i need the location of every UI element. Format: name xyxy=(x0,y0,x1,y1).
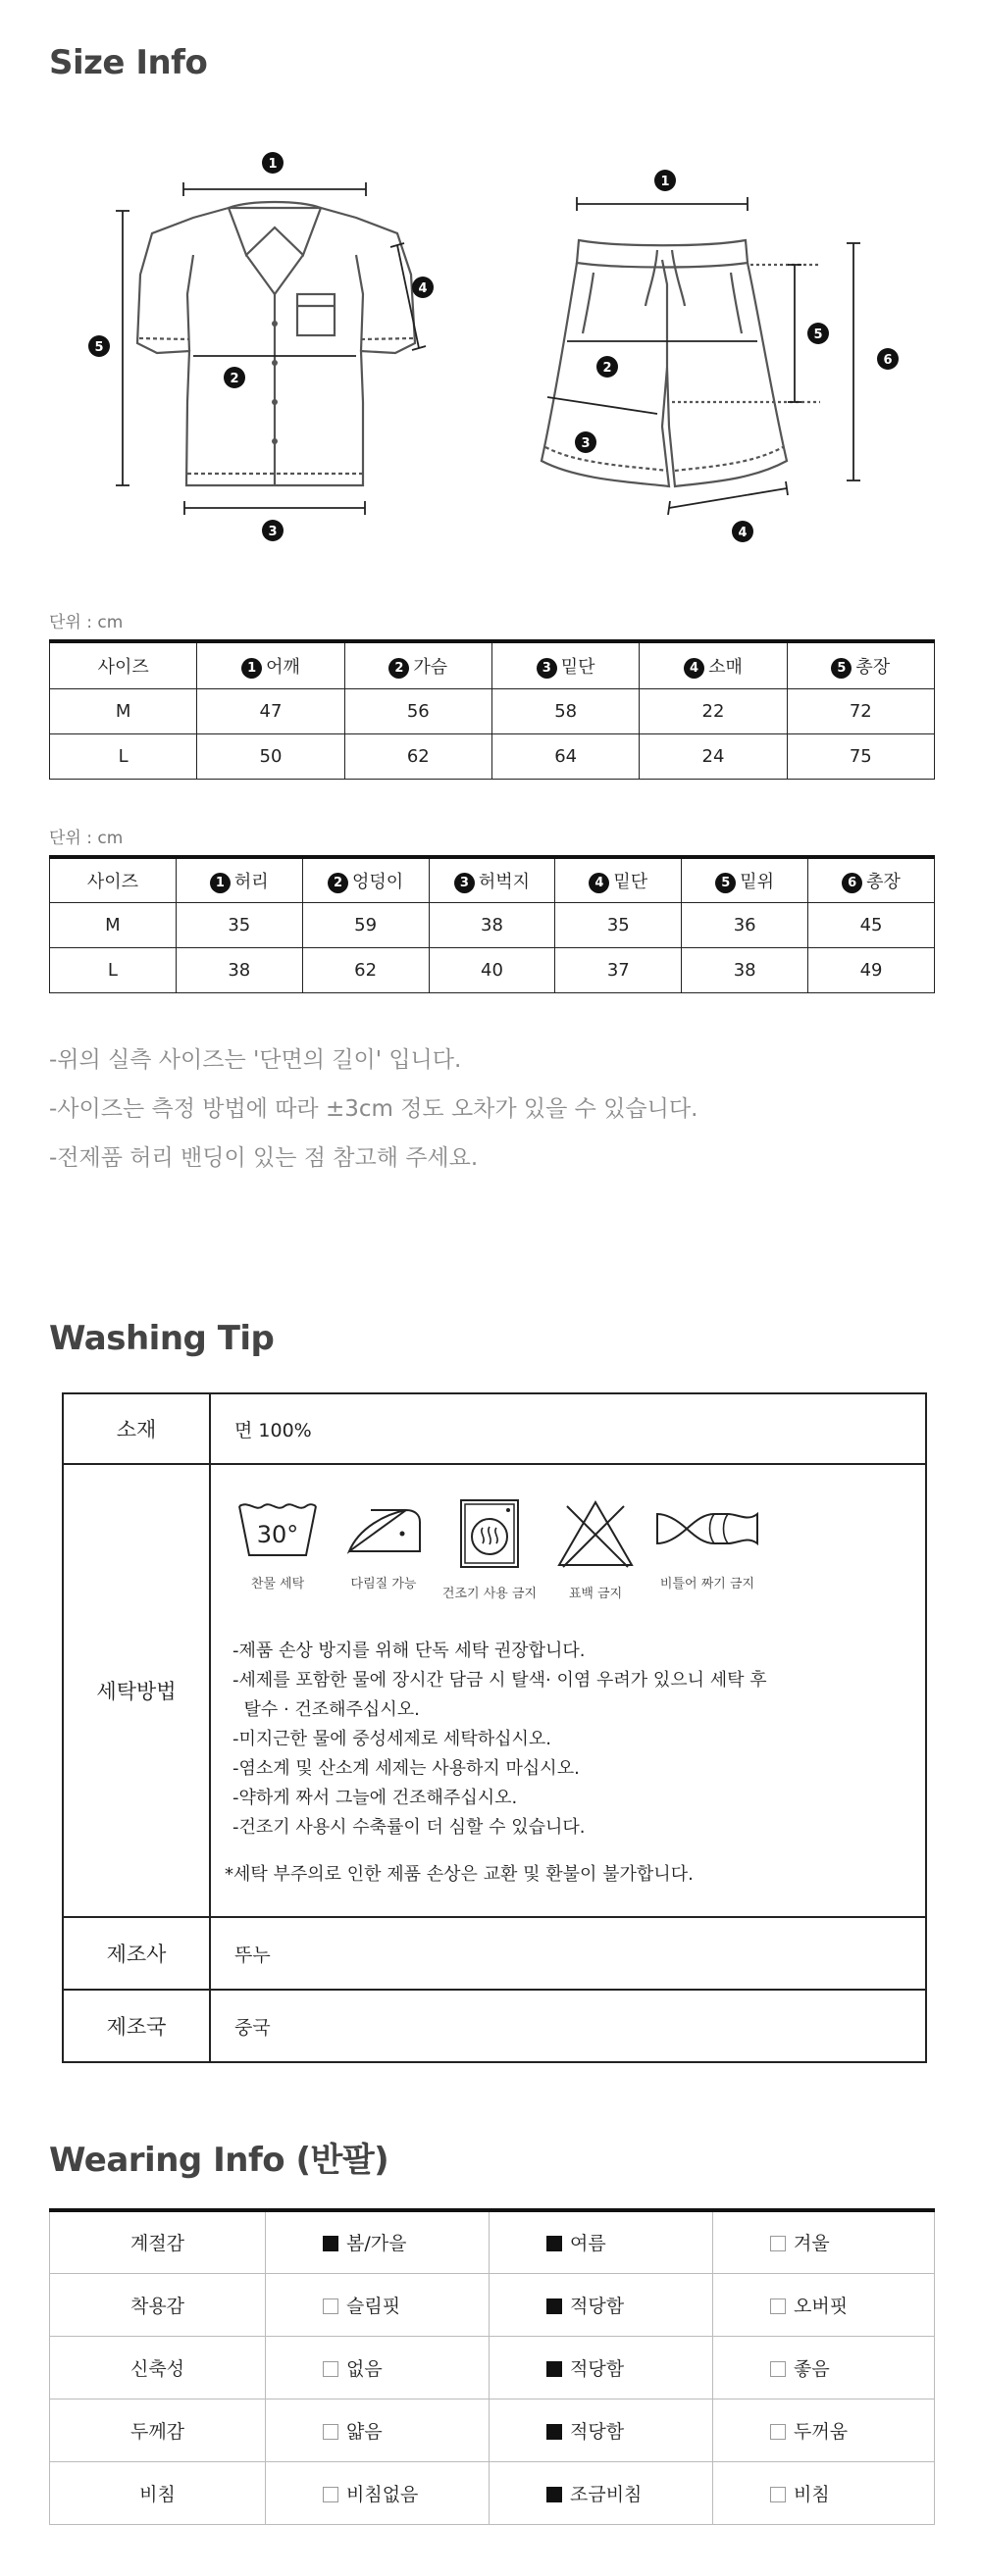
checked-box-icon xyxy=(546,2236,562,2251)
table-header-shoulder: 1 어깨 xyxy=(197,641,344,688)
wearing-option xyxy=(490,2461,713,2524)
wearing-option-label: 두꺼움 xyxy=(794,2420,849,2443)
wearing-option xyxy=(490,2273,713,2336)
table-row xyxy=(50,2210,935,2273)
table-row xyxy=(50,2273,935,2336)
table-header-size: 사이즈 xyxy=(50,857,177,902)
shirt-unit: 단위 : cm xyxy=(49,613,124,632)
iron-icon: 다림질 가능 xyxy=(331,1498,437,1601)
size-note-1: -위의 실측 사이즈는 '단면의 길이' 입니다. xyxy=(49,1047,462,1073)
table-row: M 47 56 58 22 72 xyxy=(50,688,935,733)
list-item: -약하게 짜서 그늘에 건조해주십시오. xyxy=(232,1788,518,1808)
wearing-info-title: Wearing Info (반팔) xyxy=(49,2141,389,2180)
wearing-option-label: 비침 xyxy=(794,2483,830,2505)
wash-warning: *세탁 부주의로 인한 제품 손상은 교환 및 환불이 불가합니다. xyxy=(225,1864,694,1885)
pants-unit: 단위 : cm xyxy=(49,829,124,848)
list-item: -미지근한 물에 중성세제로 세탁하십시오. xyxy=(232,1729,551,1749)
shirt-label-2: 2 xyxy=(230,372,239,386)
wearing-option xyxy=(266,2210,490,2273)
shirt-size-table xyxy=(49,639,935,780)
wearing-option xyxy=(713,2399,935,2461)
checked-box-icon xyxy=(546,2424,562,2440)
wearing-option-label: 겨울 xyxy=(794,2233,830,2255)
washing-tip-title: Washing Tip xyxy=(49,1319,275,1358)
wearing-option-label: 적당함 xyxy=(570,2357,625,2380)
unchecked-box-icon xyxy=(323,2361,338,2377)
wearing-row-label: 신축성 xyxy=(50,2336,266,2399)
wearing-option xyxy=(713,2273,935,2336)
table-header-hem: 4 밑단 xyxy=(555,857,682,902)
svg-text:30°: 30° xyxy=(256,1521,299,1548)
wearing-option xyxy=(266,2399,490,2461)
wearing-option xyxy=(266,2273,490,2336)
checked-box-icon xyxy=(546,2487,562,2502)
pants-label-1: 1 xyxy=(660,175,670,189)
unchecked-box-icon xyxy=(770,2236,786,2251)
checked-box-icon xyxy=(323,2236,338,2251)
list-item: -제품 손상 방지를 위해 단독 세탁 권장합니다. xyxy=(232,1641,586,1661)
size-info-title: Size Info xyxy=(49,43,208,82)
wash-method-label: 세탁방법 xyxy=(63,1464,210,1917)
pants-label-5: 5 xyxy=(813,328,823,342)
shirt-diagram xyxy=(83,147,456,549)
wearing-option xyxy=(713,2210,935,2273)
no-dryer-icon: 건조기 사용 금지 xyxy=(437,1498,542,1601)
material-label: 소재 xyxy=(63,1393,210,1464)
pants-label-6: 6 xyxy=(883,353,893,368)
wearing-option-label: 여름 xyxy=(570,2233,606,2255)
shirt-label-3: 3 xyxy=(268,525,278,539)
wearing-option-label: 비침없음 xyxy=(346,2483,419,2505)
wearing-option-label: 얇음 xyxy=(346,2420,383,2443)
wearing-row-label: 계절감 xyxy=(50,2210,266,2273)
table-row: M 35 59 38 35 36 45 xyxy=(50,902,935,947)
wearing-option-label: 봄/가을 xyxy=(346,2233,407,2255)
wearing-option xyxy=(266,2336,490,2399)
table-row xyxy=(50,2336,935,2399)
wearing-option-label: 조금비침 xyxy=(570,2483,643,2505)
maker-value: 뚜누 xyxy=(210,1917,926,1990)
list-item: -건조기 사용시 수축률이 더 심할 수 있습니다. xyxy=(232,1817,586,1838)
wearing-option xyxy=(490,2210,713,2273)
size-note-3: -전제품 허리 밴딩이 있는 점 참고해 주세요. xyxy=(49,1145,479,1171)
origin-value: 중국 xyxy=(210,1990,926,2062)
unchecked-box-icon xyxy=(770,2298,786,2314)
pants-label-2: 2 xyxy=(602,361,612,376)
table-header-sleeve: 4 소매 xyxy=(640,641,787,688)
size-note-2: -사이즈는 측정 방법에 따라 ±3cm 정도 오차가 있을 수 있습니다. xyxy=(49,1096,698,1122)
list-item: -염소계 및 산소계 세제는 사용하지 마십시오. xyxy=(232,1758,580,1779)
wearing-info-table xyxy=(49,2208,935,2525)
shirt-label-1: 1 xyxy=(268,157,278,172)
wearing-row-label: 착용감 xyxy=(50,2273,266,2336)
origin-label: 제조국 xyxy=(63,1990,210,2062)
unchecked-box-icon xyxy=(323,2298,338,2314)
wearing-option-label: 적당함 xyxy=(570,2420,625,2443)
shirt-label-5: 5 xyxy=(94,340,104,355)
checked-box-icon xyxy=(546,2298,562,2314)
wearing-option xyxy=(713,2336,935,2399)
list-item: 탈수 · 건조해주십시오. xyxy=(232,1699,420,1720)
table-header-length: 5 총장 xyxy=(787,641,934,688)
unchecked-box-icon xyxy=(770,2361,786,2377)
wearing-row-label: 두께감 xyxy=(50,2399,266,2461)
wearing-option xyxy=(713,2461,935,2524)
wearing-option xyxy=(490,2399,713,2461)
wearing-row-label: 비침 xyxy=(50,2461,266,2524)
wearing-option-label: 좋음 xyxy=(794,2357,830,2380)
table-row: L 50 62 64 24 75 xyxy=(50,733,935,779)
unchecked-box-icon xyxy=(323,2424,338,2440)
maker-label: 제조사 xyxy=(63,1917,210,1990)
table-header-size: 사이즈 xyxy=(50,641,197,688)
table-header-length: 6 총장 xyxy=(808,857,935,902)
shirt-label-4: 4 xyxy=(418,281,428,296)
wearing-option-label: 오버핏 xyxy=(794,2295,849,2317)
unchecked-box-icon xyxy=(323,2487,338,2502)
table-header-waist: 1 허리 xyxy=(176,857,302,902)
wearing-option-label: 슬림핏 xyxy=(346,2295,401,2317)
material-value: 면 100% xyxy=(210,1393,926,1464)
list-item: -세제를 포함한 물에 장시간 담금 시 탈색· 이염 우려가 있으니 세탁 후 xyxy=(232,1670,767,1691)
wash-method-cell xyxy=(210,1464,926,1917)
wash-30-icon: 30° 찬물 세탁 xyxy=(225,1498,331,1601)
table-row xyxy=(50,2461,935,2524)
unchecked-box-icon xyxy=(770,2424,786,2440)
checked-box-icon xyxy=(546,2361,562,2377)
unchecked-box-icon xyxy=(770,2487,786,2502)
wearing-option-label: 적당함 xyxy=(570,2295,625,2317)
washing-tip-table xyxy=(62,1392,927,2063)
pants-diagram xyxy=(510,157,912,559)
no-wring-icon: 비틀어 짜기 금지 xyxy=(648,1498,766,1601)
table-header-rise: 5 밑위 xyxy=(682,857,808,902)
wearing-option xyxy=(490,2336,713,2399)
table-header-hip: 2 엉덩이 xyxy=(302,857,429,902)
pants-label-4: 4 xyxy=(738,526,748,540)
wearing-option-label: 없음 xyxy=(346,2357,383,2380)
pants-label-3: 3 xyxy=(581,436,591,451)
table-row: L 38 62 40 37 38 49 xyxy=(50,947,935,992)
care-icons xyxy=(211,1465,925,1601)
table-header-hem: 3 밑단 xyxy=(491,641,639,688)
wearing-option xyxy=(266,2461,490,2524)
table-header-chest: 2 가슴 xyxy=(344,641,491,688)
pants-size-table xyxy=(49,855,935,993)
no-bleach-icon: 표백 금지 xyxy=(542,1498,648,1601)
table-row xyxy=(50,2399,935,2461)
wash-instructions xyxy=(211,1601,925,1843)
table-header-thigh: 3 허벅지 xyxy=(429,857,555,902)
